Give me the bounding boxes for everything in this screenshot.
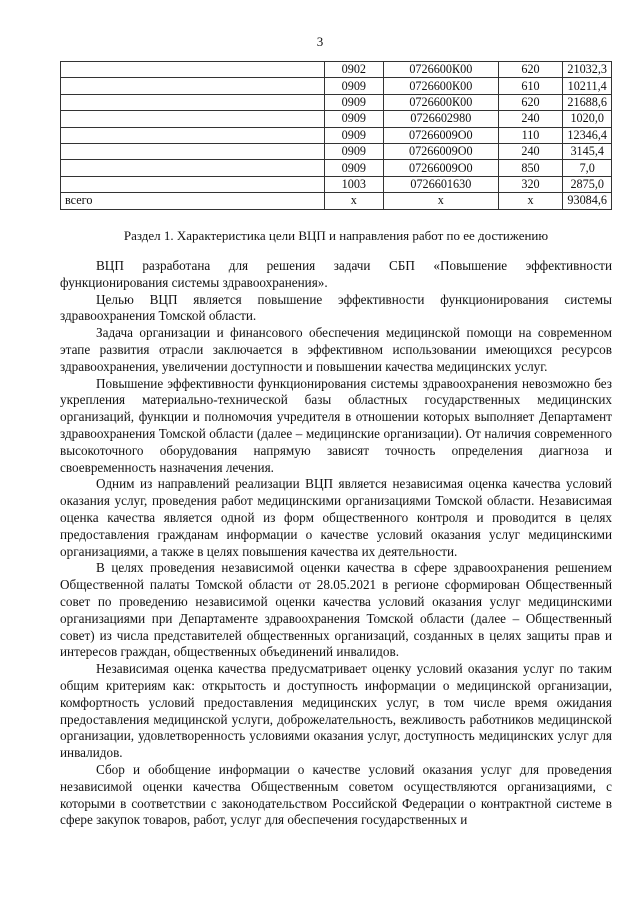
table-cell: 620 (498, 62, 563, 78)
page-number: 3 (316, 34, 324, 49)
table-row (61, 62, 612, 78)
paragraph: Сбор и обобщение информации о качестве условий оказания услуг для проведения независимой оценки качества Общественным советом осуществляются организациями, с которыми в соответствии с законодательством Российской Федерации о контрактной системе в сфере закупок товаров, работ, услуг для обеспечения государственных и (60, 761, 612, 828)
paragraph: Задача организации и финансового обеспечения медицинской помощи на современном этапе развития отрасли заключается в эффективном использовании имеющихся ресурсов здравоохранения, увеличении доступности и повышении качества медицинских услуг. (60, 325, 612, 374)
table-cell (61, 160, 325, 176)
table-cell: 2875,0 (563, 176, 612, 192)
table-cell: 1003 (324, 176, 383, 192)
table-cell: 07266009О0 (384, 143, 499, 159)
table-cell: 0726601630 (384, 176, 499, 192)
table-cell: 0909 (324, 94, 383, 110)
table-row (61, 143, 612, 159)
paragraph: В целях проведения независимой оценки качества в сфере здравоохранения решением Общественной палаты Томской области от 28.05.2021 в регионе сформирован Общественный совет по проведению независимой оценки качества условий оказания услуг медицинскими организациями при Департаменте здравоохранения Томской области (далее – Общественный совет) из числа представителей общественных организаций, созданных в целях защиты прав и интересов граждан, общественных объединений инвалидов. (60, 560, 612, 660)
paragraph: Целью ВЦП является повышение эффективности функционирования системы здравоохранения Томской области. (60, 291, 612, 324)
table-cell: 07266009О0 (384, 160, 499, 176)
table-row (61, 176, 612, 192)
table-cell: 07266009О0 (384, 127, 499, 143)
table-cell: 0726600К00 (384, 62, 499, 78)
table-cell: 240 (498, 111, 563, 127)
table-row (61, 127, 612, 143)
table-cell: 0909 (324, 127, 383, 143)
table-cell: 0902 (324, 62, 383, 78)
table-cell (61, 94, 325, 110)
table-cell (61, 143, 325, 159)
table-cell: 21032,3 (563, 62, 612, 78)
table-cell: х (324, 193, 383, 209)
table-cell: всего (61, 193, 325, 209)
table-cell: 3145,4 (563, 143, 612, 159)
table-row (61, 111, 612, 127)
table-cell: 0909 (324, 111, 383, 127)
table-cell: 850 (498, 160, 563, 176)
table-cell: 93084,6 (563, 193, 612, 209)
paragraph: ВЦП разработана для решения задачи СБП «Повышение эффективности функционирования системы здравоохранения». (60, 258, 612, 290)
table-cell: 1020,0 (563, 111, 612, 127)
paragraph: Повышение эффективности функционирования системы здравоохранения невозможно без укрепления материально-технической базы областных государственных медицинских организаций, функции и полномочия учредителя в отношении которых выполняет Департамент здравоохранения Томской области (далее – медицинские организации). От наличия современного высокоточного оборудования напрямую зависят точность определения диагноза и своевременность назначения лечения. (60, 375, 612, 475)
table-cell: 0909 (324, 143, 383, 159)
table-cell: 0726602980 (384, 111, 499, 127)
table-row (61, 160, 612, 176)
table-cell: 7,0 (563, 160, 612, 176)
table-cell: 12346,4 (563, 127, 612, 143)
table-cell: 620 (498, 94, 563, 110)
table-cell (61, 78, 325, 94)
table-cell: х (498, 193, 563, 209)
table-cell: 0909 (324, 78, 383, 94)
table-row (61, 94, 612, 110)
paragraph: Одним из направлений реализации ВЦП является независимая оценка качества условий оказания услуг, проведения работ медицинскими организациями Томской области. Независимая оценка качества является одной из форм общественного контроля и проводится в целях предоставления гражданам информации о качестве условий оказания услуг медицинскими организациями, а также в целях повышения качества их деятельности. (60, 476, 612, 559)
section-heading: Раздел 1. Характеристика цели ВЦП и направления работ по ее достижению (123, 228, 549, 243)
table-cell: 240 (498, 143, 563, 159)
table-cell: 110 (498, 127, 563, 143)
table-cell (61, 111, 325, 127)
paragraph: Независимая оценка качества предусматривает оценку условий оказания услуг по таким общим критериям как: открытость и доступность информации о медицинской организации, комфортность условий предоставления медицинских услуг, в том числе время ожидания предоставления медицинской услуги, доброжелательность, вежливость работников медицинской организации, удовлетворенность условиями оказания услуг, доступность медицинских услуг для инвалидов. (60, 661, 612, 761)
table-cell: 320 (498, 176, 563, 192)
table-cell: 610 (498, 78, 563, 94)
budget-table (60, 61, 612, 210)
table-cell: 0726600К00 (384, 94, 499, 110)
table-cell (61, 127, 325, 143)
table-cell: 10211,4 (563, 78, 612, 94)
table-total-row (61, 193, 612, 209)
body-text (60, 258, 612, 829)
table-cell: 0909 (324, 160, 383, 176)
table-row (61, 78, 612, 94)
table-cell (61, 176, 325, 192)
table-cell (61, 62, 325, 78)
table-cell: 0726600К00 (384, 78, 499, 94)
table-cell: х (384, 193, 499, 209)
table-cell: 21688,6 (563, 94, 612, 110)
